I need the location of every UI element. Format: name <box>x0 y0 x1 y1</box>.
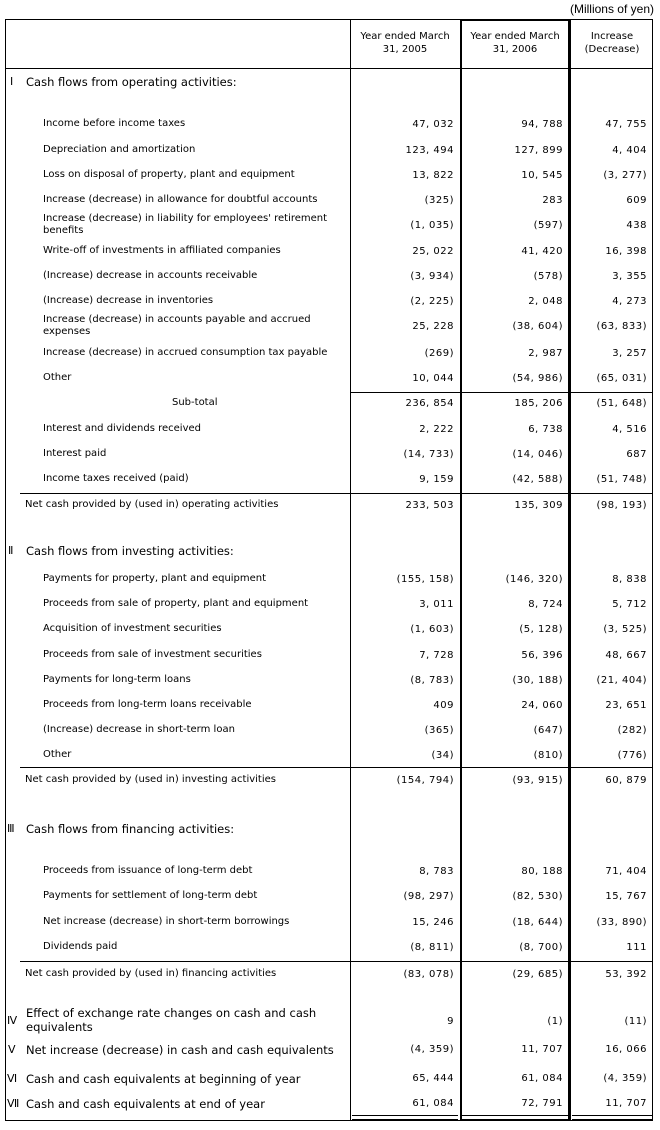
header-col-change: Increase (Decrease) <box>584 31 640 55</box>
value-2005: 233, 503 <box>405 500 454 511</box>
value-2006: 2, 987 <box>528 348 563 359</box>
value-change: (33, 890) <box>596 917 647 928</box>
double-rule <box>462 1115 568 1120</box>
value-change: 47, 755 <box>605 119 647 130</box>
value-2006: (8, 700) <box>519 942 563 953</box>
value-2005: (269) <box>424 348 454 359</box>
value-2005: (4, 359) <box>410 1044 454 1055</box>
value-2006: 127, 899 <box>514 145 563 156</box>
double-rule <box>572 1115 652 1120</box>
value-2005: 9, 159 <box>419 474 454 485</box>
value-2005: 13, 822 <box>412 170 454 181</box>
value-2006: (1) <box>547 1016 563 1027</box>
value-2005: (98, 297) <box>403 891 454 902</box>
row-label: Dividends paid <box>43 941 118 952</box>
section-number: Ⅵ <box>7 1072 18 1085</box>
subtotal-rule <box>350 392 653 393</box>
row-label: Interest paid <box>43 448 107 459</box>
header-col-2005: Year ended March 31, 2005 <box>360 31 450 55</box>
double-rule <box>352 1115 458 1120</box>
value-2005: (154, 794) <box>396 775 454 786</box>
value-2006: (810) <box>533 750 563 761</box>
value-2005: 3, 011 <box>419 599 454 610</box>
value-2005: 47, 032 <box>412 119 454 130</box>
value-2006: 11, 707 <box>521 1044 563 1055</box>
section-title-investing: Cash flows from investing activities: <box>26 544 234 558</box>
section-title-net-increase: Net increase (decrease) in cash and cash equivalents <box>26 1043 334 1057</box>
section-title-exchange: Effect of exchange rate changes on cash and cash equivalents <box>26 1006 317 1034</box>
section-title-beginning: Cash and cash equivalents at beginning of year <box>26 1072 301 1086</box>
value-2006: (14, 046) <box>512 449 563 460</box>
row-label: Other <box>43 749 72 760</box>
column-divider <box>350 19 351 1121</box>
value-change: 4, 516 <box>612 424 647 435</box>
value-change: 3, 257 <box>612 348 647 359</box>
row-label: Loss on disposal of property, plant and equipment <box>43 169 295 180</box>
value-2006: (82, 530) <box>512 891 563 902</box>
row-label: (Increase) decrease in inventories <box>43 295 214 306</box>
value-2006: (578) <box>533 271 563 282</box>
value-change: 48, 667 <box>605 650 647 661</box>
section-title-operating: Cash flows from operating activities: <box>26 75 237 89</box>
current-year-column-box <box>460 19 570 1121</box>
value-2005: 10, 044 <box>412 373 454 384</box>
row-label: Increase (decrease) in accrued consumption tax payable <box>43 347 328 358</box>
value-change: (4, 359) <box>603 1073 647 1084</box>
row-label: (Increase) decrease in short-term loan <box>43 724 235 735</box>
value-change: 4, 273 <box>612 296 647 307</box>
value-2006: 283 <box>542 195 563 206</box>
value-change: (65, 031) <box>596 373 647 384</box>
value-2006: (5, 128) <box>519 624 563 635</box>
value-2006: 185, 206 <box>514 398 563 409</box>
value-change: 3, 355 <box>612 271 647 282</box>
value-2006: 24, 060 <box>521 700 563 711</box>
total-label-financing: Net cash provided by (used in) financing activities <box>25 968 277 979</box>
row-label: Interest and dividends received <box>43 423 201 434</box>
row-label: Write-off of investments in affiliated companies <box>43 245 281 256</box>
section-number: Ⅱ <box>8 544 14 557</box>
row-label: Proceeds from issuance of long-term debt <box>43 865 253 876</box>
value-2005: (8, 783) <box>410 675 454 686</box>
row-label: Income before income taxes <box>43 118 186 129</box>
total-rule <box>20 961 653 962</box>
value-2006: (146, 320) <box>505 574 563 585</box>
value-2006: 61, 084 <box>521 1073 563 1084</box>
value-2005: (365) <box>424 725 454 736</box>
value-2005: (34) <box>431 750 454 761</box>
total-rule <box>20 493 653 494</box>
value-2005: 409 <box>433 700 454 711</box>
total-label-operating: Net cash provided by (used in) operating activities <box>25 499 279 510</box>
value-2006: (30, 188) <box>512 675 563 686</box>
value-change: 53, 392 <box>605 969 647 980</box>
value-2006: 56, 396 <box>521 650 563 661</box>
value-2005: (1, 603) <box>410 624 454 635</box>
value-change: 16, 066 <box>605 1044 647 1055</box>
row-label: Payments for property, plant and equipment <box>43 573 267 584</box>
value-change: (63, 833) <box>596 321 647 332</box>
value-2005: (2, 225) <box>410 296 454 307</box>
value-2006: (54, 986) <box>512 373 563 384</box>
row-label: Payments for long-term loans <box>43 674 191 685</box>
value-change: 438 <box>626 220 647 231</box>
header-col-2006: Year ended March 31, 2006 <box>470 31 560 55</box>
section-number: Ⅶ <box>7 1097 20 1110</box>
value-2005: (155, 158) <box>396 574 454 585</box>
value-2005: (83, 078) <box>403 969 454 980</box>
section-title-end: Cash and cash equivalents at end of year <box>26 1097 265 1111</box>
value-2006: (42, 588) <box>512 474 563 485</box>
row-label: Net increase (decrease) in short-term borrowings <box>43 916 290 927</box>
value-change: (776) <box>617 750 647 761</box>
value-change: 8, 838 <box>612 574 647 585</box>
value-change: 23, 651 <box>605 700 647 711</box>
value-change: 71, 404 <box>605 866 647 877</box>
value-2006: 94, 788 <box>521 119 563 130</box>
value-change: 5, 712 <box>612 599 647 610</box>
value-2005: 65, 444 <box>412 1073 454 1084</box>
value-2006: (597) <box>533 220 563 231</box>
value-change: (51, 748) <box>596 474 647 485</box>
row-label: Proceeds from sale of investment securities <box>43 649 262 660</box>
section-number: Ⅳ <box>7 1014 18 1027</box>
row-label: Acquisition of investment securities <box>43 623 222 634</box>
value-change: 609 <box>626 195 647 206</box>
row-label: Proceeds from long-term loans receivable <box>43 699 252 710</box>
section-number: Ⅲ <box>7 822 15 835</box>
row-label: Payments for settlement of long-term debt <box>43 890 258 901</box>
value-2005: 123, 494 <box>405 145 454 156</box>
value-2005: 61, 084 <box>412 1098 454 1109</box>
value-change: (3, 525) <box>603 624 647 635</box>
value-change: 60, 879 <box>605 775 647 786</box>
row-label: Increase (decrease) in allowance for doubtful accounts <box>43 194 318 205</box>
value-2006: 80, 188 <box>521 866 563 877</box>
row-label: (Increase) decrease in accounts receivable <box>43 270 258 281</box>
section-title-financing: Cash flows from financing activities: <box>26 822 235 836</box>
row-label: Income taxes received (paid) <box>43 473 189 484</box>
column-divider <box>570 19 571 1121</box>
section-number: Ⅰ <box>10 75 14 88</box>
value-change: (98, 193) <box>596 500 647 511</box>
value-2005: 236, 854 <box>405 398 454 409</box>
value-change: (51, 648) <box>596 398 647 409</box>
row-label: Increase (decrease) in liability for employees' retirement benefits <box>43 213 328 236</box>
value-2005: 25, 022 <box>412 246 454 257</box>
value-change: 16, 398 <box>605 246 647 257</box>
row-label: Other <box>43 372 72 383</box>
value-2005: (8, 811) <box>410 942 454 953</box>
value-change: (282) <box>617 725 647 736</box>
value-2006: 6, 738 <box>528 424 563 435</box>
units-label: (Millions of yen) <box>569 2 654 16</box>
value-change: 111 <box>626 942 647 953</box>
value-2006: (93, 915) <box>512 775 563 786</box>
value-2006: (18, 644) <box>512 917 563 928</box>
value-2006: 135, 309 <box>514 500 563 511</box>
value-2006: 2, 048 <box>528 296 563 307</box>
row-label: Proceeds from sale of property, plant and equipment <box>43 598 309 609</box>
row-label: Increase (decrease) in accounts payable and accrued expenses <box>43 314 311 337</box>
value-2006: 8, 724 <box>528 599 563 610</box>
row-label: Depreciation and amortization <box>43 144 196 155</box>
value-2006: 10, 545 <box>521 170 563 181</box>
value-2006: 72, 791 <box>521 1098 563 1109</box>
value-2005: (1, 035) <box>410 220 454 231</box>
value-change: 687 <box>626 449 647 460</box>
value-change: (21, 404) <box>596 675 647 686</box>
value-2005: 7, 728 <box>419 650 454 661</box>
value-2005: 2, 222 <box>419 424 454 435</box>
header-divider <box>5 68 653 69</box>
value-change: (11) <box>624 1016 647 1027</box>
value-2005: 8, 783 <box>419 866 454 877</box>
subtotal-label: Sub-total <box>172 397 218 408</box>
total-rule <box>20 767 653 768</box>
value-change: (3, 277) <box>603 170 647 181</box>
section-number: Ⅴ <box>8 1043 16 1056</box>
value-2005: 9 <box>447 1016 454 1027</box>
value-2006: (38, 604) <box>512 321 563 332</box>
value-change: 11, 707 <box>605 1098 647 1109</box>
value-2005: (14, 733) <box>403 449 454 460</box>
total-label-investing: Net cash provided by (used in) investing activities <box>25 774 276 785</box>
value-2006: 41, 420 <box>521 246 563 257</box>
value-2005: 25, 228 <box>412 321 454 332</box>
value-2005: (3, 934) <box>410 271 454 282</box>
value-change: 4, 404 <box>612 145 647 156</box>
value-2006: (29, 685) <box>512 969 563 980</box>
value-change: 15, 767 <box>605 891 647 902</box>
value-2006: (647) <box>533 725 563 736</box>
value-2005: (325) <box>424 195 454 206</box>
value-2005: 15, 246 <box>412 917 454 928</box>
